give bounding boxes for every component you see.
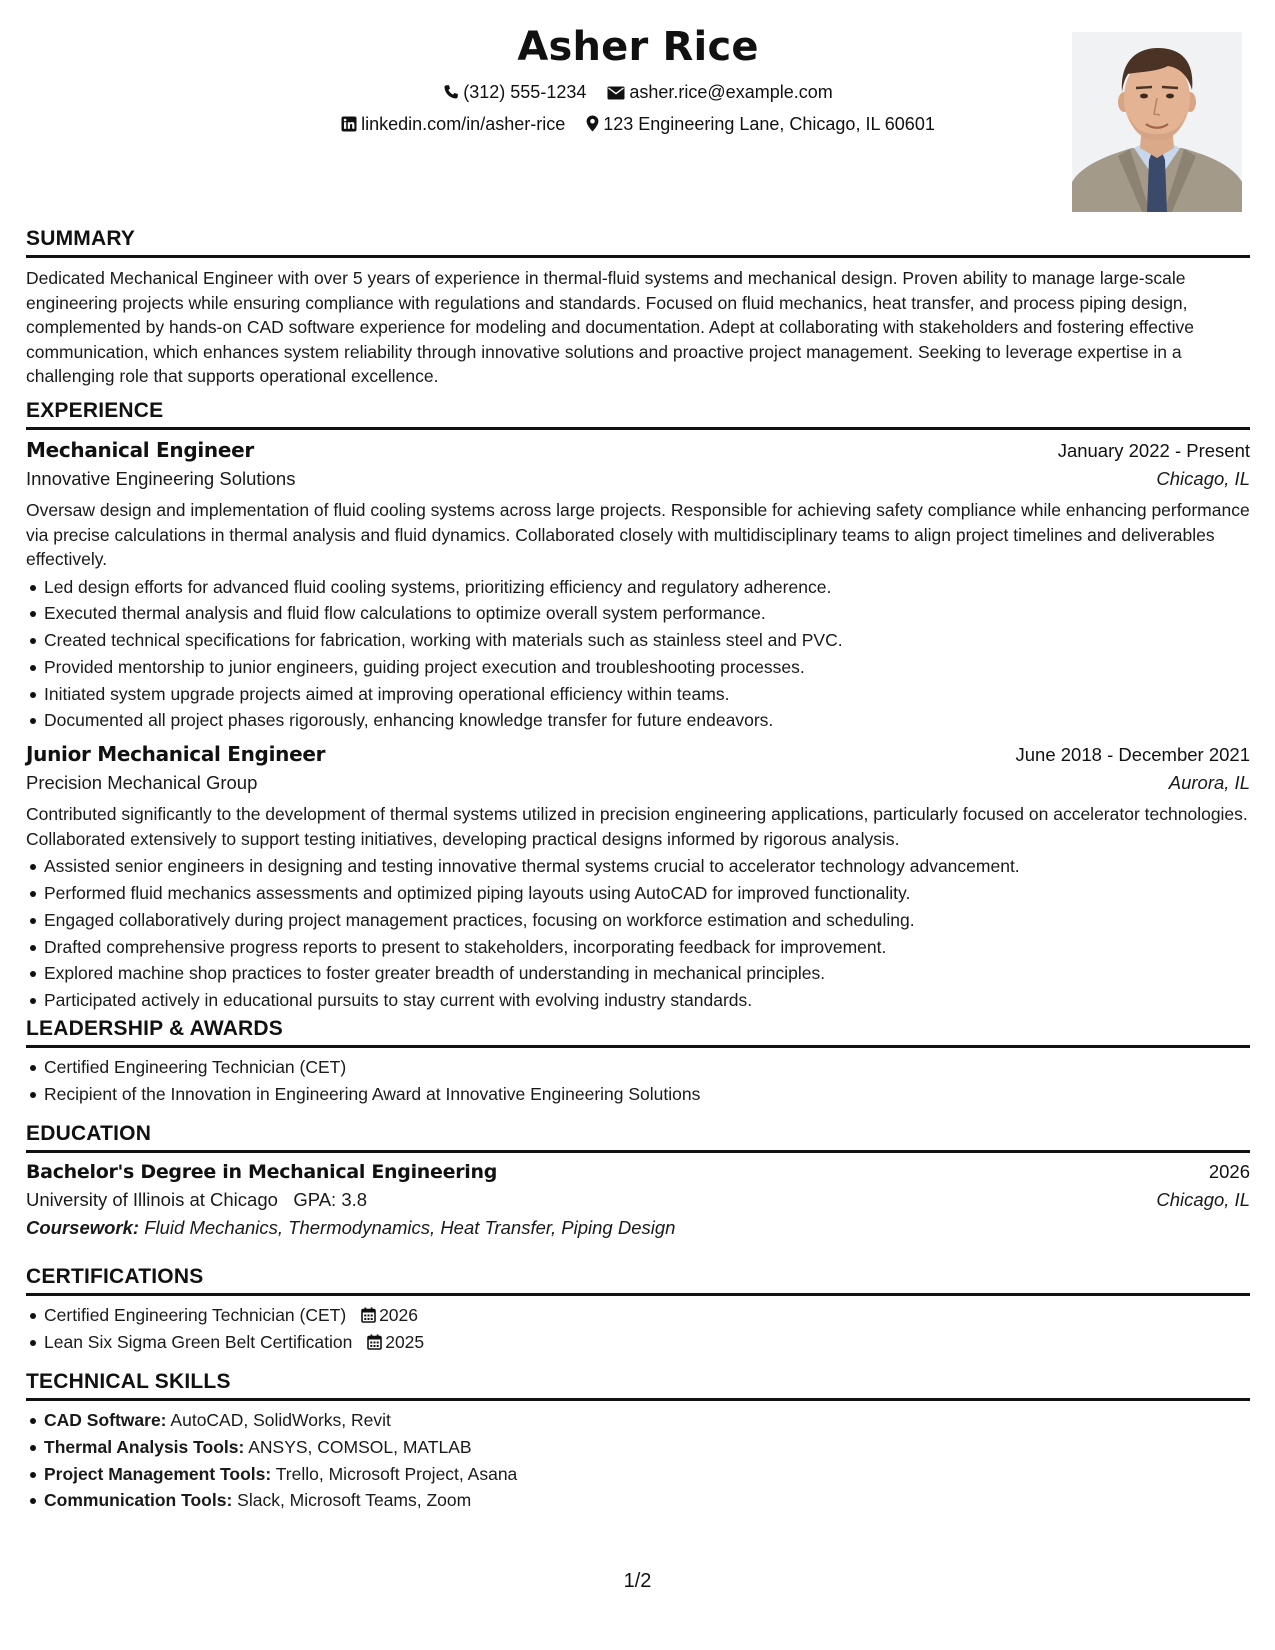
job-location: Aurora, IL <box>1168 772 1250 794</box>
skill-values: Trello, Microsoft Project, Asana <box>275 1463 518 1484</box>
leadership-list <box>26 1054 1250 1108</box>
list-item: Recipient of the Innovation in Engineering Award at Innovative Engineering Solutions <box>26 1081 1250 1108</box>
certifications-list <box>26 1302 1250 1356</box>
calendar-icon <box>361 1307 376 1323</box>
education-title: EDUCATION <box>26 1121 1250 1153</box>
list-item: Led design efforts for advanced fluid cooling systems, prioritizing efficiency and regulatory adherence. <box>26 574 1250 601</box>
job-dates: June 2018 - December 2021 <box>1015 744 1250 766</box>
skill-category: CAD Software: <box>44 1410 167 1430</box>
list-item: Certified Engineering Technician (CET) <box>26 1054 1250 1081</box>
job-dates: January 2022 - Present <box>1057 440 1250 461</box>
skill-category: Communication Tools: <box>44 1490 233 1511</box>
street-address: 123 Engineering Lane, Chicago, IL 60601 <box>603 114 935 134</box>
list-item <box>26 1434 1250 1461</box>
coursework-label: Coursework: <box>26 1217 140 1238</box>
certification-year: 2026 <box>379 1305 418 1325</box>
linkedin-contact[interactable] <box>341 114 565 135</box>
job-description: Oversaw design and implementation of fluid cooling systems across large projects. Responsible for achieving safety compliance while enhancing performance via precise calculations in thermal analysis and fluid dynamics. Collaborated closely with multidisciplinary teams to align project timelines and deliverables effectively. <box>26 500 1250 569</box>
skill-values: ANSYS, COMSOL, MATLAB <box>248 1436 472 1457</box>
phone-icon <box>443 84 459 100</box>
experience-title: EXPERIENCE <box>26 398 1250 430</box>
job-header-row <box>26 438 1250 462</box>
email-address[interactable]: asher.rice@example.com <box>629 82 833 102</box>
job-bullet-list <box>26 853 1250 1014</box>
list-item: Initiated system upgrade projects aimed at improving operational efficiency within teams. <box>26 681 1250 708</box>
job-entry <box>26 742 1250 1014</box>
education-section <box>26 1121 1250 1239</box>
leadership-title: LEADERSHIP & AWARDS <box>26 1016 1250 1048</box>
page-number: 1/2 <box>623 1570 652 1592</box>
map-pin-icon <box>586 115 599 132</box>
school-info <box>26 1189 367 1211</box>
list-item <box>26 1302 1250 1329</box>
coursework-list: Fluid Mechanics, Thermodynamics, Heat Transfer, Piping Design <box>144 1217 676 1238</box>
phone-number: (312) 555-1234 <box>463 82 587 102</box>
job-title: Mechanical Engineer <box>26 438 254 462</box>
certification-name: Certified Engineering Technician (CET) <box>44 1305 347 1325</box>
job-title: Junior Mechanical Engineer <box>26 742 326 767</box>
skills-title: TECHNICAL SKILLS <box>26 1369 1250 1401</box>
list-item <box>26 1329 1250 1356</box>
job-company-row <box>26 468 1250 490</box>
job-header-row <box>26 742 1250 766</box>
graduation-year: 2026 <box>1208 1161 1250 1182</box>
job-bullet-list <box>26 574 1250 735</box>
certifications-section <box>26 1264 1250 1356</box>
contact-line-2 <box>26 114 1250 135</box>
list-item: Performed fluid mechanics assessments and optimized piping layouts using AutoCAD for improved functionality. <box>26 880 1250 907</box>
candidate-name: Asher Rice <box>517 24 759 70</box>
list-item: Created technical specifications for fabrication, working with materials such as stainless steel and PVC. <box>26 627 1250 654</box>
leadership-section <box>26 1016 1250 1108</box>
phone-contact <box>443 82 586 103</box>
list-item: Provided mentorship to junior engineers, guiding project execution and troubleshooting processes. <box>26 654 1250 681</box>
degree-title: Bachelor's Degree in Mechanical Engineering <box>26 1161 498 1183</box>
skills-list <box>26 1407 1250 1514</box>
skill-category: Thermal Analysis Tools: <box>44 1436 245 1457</box>
school-name: University of Illinois at Chicago <box>26 1189 278 1210</box>
skill-values: Slack, Microsoft Teams, Zoom <box>237 1490 472 1511</box>
list-item: Drafted comprehensive progress reports to present to stakeholders, incorporating feedback for improvement. <box>26 934 1250 961</box>
list-item: Engaged collaboratively during project management practices, focusing on workforce estimation and scheduling. <box>26 907 1250 934</box>
list-item <box>26 1487 1250 1514</box>
summary-text: Dedicated Mechanical Engineer with over 5 years of experience in thermal-fluid systems and mechanical design. Proven ability to manage large-scale engineering projects while ensuring compliance with regulations and standards. Focused on fluid mechanics, heat transfer, and process piping design, complemented by hands-on CAD software experience for modeling and documentation. Adept at collaborating with stakeholders and fostering effective communication, which enhances system reliability through innovative solutions and proactive project management. Seeking to leverage expertise in a challenging role that supports operational excellence. <box>26 268 1195 386</box>
job-company-row <box>26 772 1250 794</box>
certifications-title: CERTIFICATIONS <box>26 1264 1250 1296</box>
skill-category: Project Management Tools: <box>44 1463 272 1484</box>
coursework <box>26 1217 1250 1239</box>
certification-year: 2025 <box>385 1331 425 1352</box>
job-location: Chicago, IL <box>1156 468 1250 489</box>
resume-header <box>26 20 1250 220</box>
school-location: Chicago, IL <box>1156 1189 1250 1210</box>
envelope-icon <box>607 86 625 100</box>
job-description: Contributed significantly to the development of thermal systems utilized in precision engineering applications, particularly focused on accelerator technologies. Collaborated extensively to support testing initiatives, developing practical designs informed by rigorous analysis. <box>26 804 1248 849</box>
job-company: Precision Mechanical Group <box>26 772 258 794</box>
certification-name: Lean Six Sigma Green Belt Certification <box>44 1331 353 1352</box>
calendar-icon <box>367 1334 382 1350</box>
education-school-row <box>26 1189 1250 1211</box>
contact-line-1 <box>26 82 1250 103</box>
list-item: Explored machine shop practices to foster greater breadth of understanding in mechanical principles. <box>26 960 1250 987</box>
list-item: Participated actively in educational pursuits to stay current with evolving industry standards. <box>26 987 1250 1014</box>
profile-photo <box>1072 32 1242 212</box>
education-header-row <box>26 1161 1250 1183</box>
list-item: Executed thermal analysis and fluid flow calculations to optimize overall system performance. <box>26 600 1250 627</box>
summary-section <box>26 226 1250 389</box>
list-item: Assisted senior engineers in designing and testing innovative thermal systems crucial to accelerator technology advancement. <box>26 853 1250 880</box>
summary-title: SUMMARY <box>26 226 1250 258</box>
list-item: Documented all project phases rigorously, enhancing knowledge transfer for future endeavors. <box>26 707 1250 734</box>
email-contact[interactable] <box>607 82 832 103</box>
job-company: Innovative Engineering Solutions <box>26 468 296 489</box>
address-contact <box>586 114 935 135</box>
list-item <box>26 1461 1250 1488</box>
skill-values: AutoCAD, SolidWorks, Revit <box>170 1410 391 1430</box>
skills-section <box>26 1369 1250 1514</box>
linkedin-icon <box>341 116 357 132</box>
experience-section <box>26 398 1250 1014</box>
gpa: GPA: 3.8 <box>293 1189 368 1210</box>
job-entry <box>26 438 1250 734</box>
linkedin-url[interactable]: linkedin.com/in/asher-rice <box>361 114 566 134</box>
list-item <box>26 1407 1250 1434</box>
